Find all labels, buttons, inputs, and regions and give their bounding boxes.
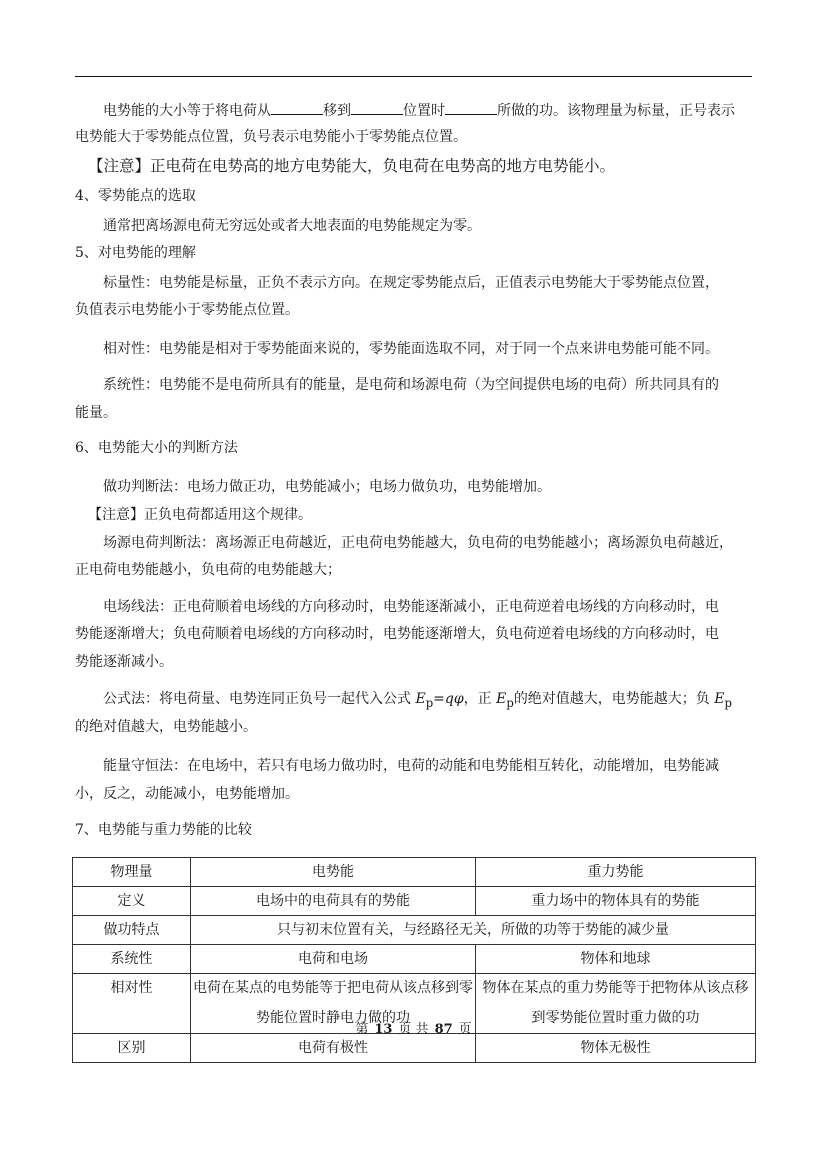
table-header-cell: 电势能 — [191, 858, 476, 887]
text: 电势能的大小等于将电荷从 — [103, 103, 271, 119]
section-heading: 7、电势能与重力势能的比较 — [75, 822, 252, 838]
table-row — [73, 887, 756, 916]
cell-text: 电荷在某点的电势能等于把电荷从该点移到零势能位置时静电力做的功 — [193, 980, 473, 1026]
page-footer — [0, 1018, 827, 1037]
paragraph-line: 能量。 — [75, 405, 117, 421]
paragraph-line: 系统性：电势能不是电荷所具有的能量，是电荷和场源电荷（为空间提供电场的电荷）所共同具有的 — [103, 377, 719, 393]
paragraph-line: 标量性：电势能是标量，正负不表示方向。在规定零势能点后，正值表示电势能大于零势能点位置， — [103, 275, 719, 291]
table-cell: 电场中的电荷具有的势能 — [191, 887, 476, 916]
table-cell: 电荷有极性 — [191, 1034, 476, 1063]
text: 的绝对值越大，电势能越大；负 — [513, 691, 715, 707]
footer-text: 第 — [355, 1022, 369, 1037]
note: 【注意】正负电荷都适用这个规律。 — [88, 507, 312, 523]
table-cell: 重力场中的物体具有的势能 — [476, 887, 756, 916]
paragraph-line: 做功判断法：电场力做正功，电势能减小；电场力做负功，电势能增加。 — [103, 479, 551, 495]
table-row — [73, 945, 756, 974]
table-cell: 物体和地球 — [476, 945, 756, 974]
note: 【注意】正电荷在电势高的地方电势能大，负电荷在电势高的地方电势能小。 — [88, 157, 616, 175]
formula: =qφ — [433, 691, 464, 707]
footer-text: 页 — [458, 1022, 472, 1037]
subscript: p — [425, 695, 434, 710]
paragraph-line: 小，反之，动能减小，电势能增加。 — [75, 786, 299, 802]
paragraph-line: 负值表示电势能小于零势能点位置。 — [75, 302, 299, 318]
paragraph-line: 电势能大于零势能点位置，负号表示电势能小于零势能点位置。 — [75, 129, 467, 145]
formula-symbol: E — [415, 691, 426, 707]
paragraph-line: 场源电荷判断法：离场源正电荷越近，正电荷电势能越大，负电荷的电势能越小；离场源负电荷越近， — [103, 535, 733, 551]
header-rule — [75, 76, 752, 77]
paragraph-line: 能量守恒法：在电场中，若只有电场力做功时，电荷的动能和电势能相互转化，动能增加，电势能减 — [103, 758, 719, 774]
paragraph-line: 通常把离场源电荷无穷远处或者大地表面的电势能规定为零。 — [103, 218, 481, 234]
text: ，正 — [463, 691, 497, 707]
table-cell: 定义 — [73, 887, 191, 916]
subscript: p — [506, 695, 514, 710]
paragraph-line — [103, 690, 732, 712]
paragraph-line: 势能逐渐增大；负电荷顺着电场线的方向移动时，电势能逐渐增大，负电荷逆着电场线的方向移动时，电 — [75, 626, 719, 642]
table-header-cell: 物理量 — [73, 858, 191, 887]
subscript: p — [724, 695, 732, 710]
paragraph-line: 相对性：电势能是相对于零势能面来说的，零势能面选取不同，对于同一个点来讲电势能可能不同。 — [103, 341, 719, 357]
page-number: 13 — [374, 1022, 393, 1037]
table-cell: 区别 — [73, 1034, 191, 1063]
table-cell: 物体无极性 — [476, 1034, 756, 1063]
total-pages: 87 — [434, 1022, 453, 1037]
table-cell: 相对性 — [73, 974, 191, 1034]
table-cell: 电荷和电场 — [191, 945, 476, 974]
cell-text: 物体在某点的重力势能等于把物体从该点移到零势能位置时重力做的功 — [482, 980, 749, 1026]
paragraph-line: 的绝对值越大，电势能越小。 — [75, 719, 257, 735]
fill-blank — [445, 101, 497, 115]
section-heading: 6、电势能大小的判断方法 — [75, 440, 238, 456]
text: 移到 — [323, 103, 351, 119]
section-heading: 5、对电势能的理解 — [75, 245, 196, 261]
fill-blank — [351, 101, 403, 115]
paragraph-line: 电场线法：正电荷顺着电场线的方向移动时，电势能逐渐减小，正电荷逆着电场线的方向移动时，电 — [103, 599, 719, 615]
table-header-cell: 重力势能 — [476, 858, 756, 887]
table-cell: 做功特点 — [73, 916, 191, 945]
paragraph-line: 正电荷电势能越小，负电荷的电势能越大； — [75, 562, 341, 578]
paragraph-line: 势能逐渐减小。 — [75, 654, 173, 670]
table-row — [73, 916, 756, 945]
fill-blank — [271, 101, 323, 115]
text: 位置时 — [403, 103, 445, 119]
table-row — [73, 1034, 756, 1063]
section-heading: 4、零势能点的选取 — [75, 188, 196, 204]
paragraph-line — [103, 101, 735, 120]
formula-symbol: E — [714, 691, 725, 707]
text: 所做的功。该物理量为标量，正号表示 — [497, 103, 735, 119]
table-cell: 系统性 — [73, 945, 191, 974]
footer-text: 页 共 — [398, 1022, 429, 1037]
table-row — [73, 858, 756, 887]
text: 公式法：将电荷量、电势连同正负号一起代入公式 — [103, 691, 416, 707]
formula-symbol: E — [496, 691, 507, 707]
table-cell: 只与初末位置有关，与经路径无关，所做的功等于势能的减少量 — [191, 916, 756, 945]
